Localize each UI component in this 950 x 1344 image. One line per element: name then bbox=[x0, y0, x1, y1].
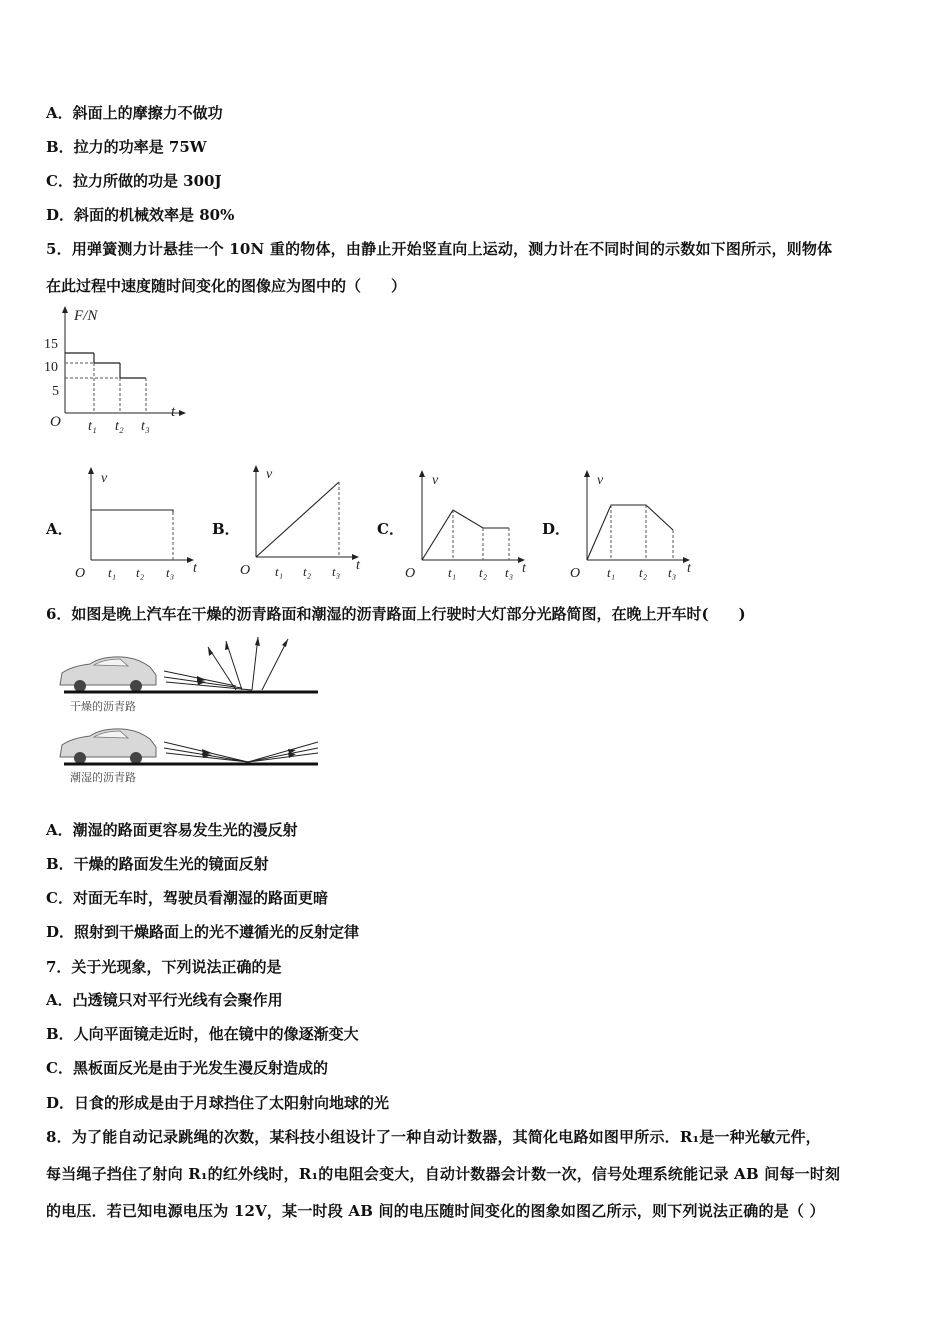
q7-option-d: D．日食的形成是由于月球挡住了太阳射向地球的光 bbox=[46, 1094, 390, 1112]
vc-x-label: t bbox=[522, 561, 526, 576]
velocity-graph-c bbox=[401, 462, 536, 584]
va-origin: O bbox=[75, 566, 86, 581]
q5-option-d-label: D． bbox=[542, 520, 571, 538]
vc-t2: t₂ bbox=[479, 565, 488, 580]
vb-origin: O bbox=[240, 563, 251, 578]
velocity-graph-d bbox=[566, 462, 701, 584]
force-t1: t₁ bbox=[88, 419, 97, 434]
wet-road-diagram bbox=[56, 715, 321, 790]
dry-road-diagram bbox=[56, 635, 321, 715]
force-t3: t₃ bbox=[141, 419, 150, 434]
q7-option-b: B．人向平面镜走近时，他在镜中的像逐渐变大 bbox=[46, 1025, 359, 1043]
q4-option-b: B．拉力的功率是 75W bbox=[46, 138, 207, 156]
q5-option-b-label: B． bbox=[212, 520, 240, 538]
q5-option-c-label: C． bbox=[377, 520, 404, 538]
force-tick-5: 5 bbox=[52, 384, 59, 399]
vd-y-label: v bbox=[597, 473, 604, 488]
force-steps bbox=[65, 353, 146, 413]
wet-light-rays bbox=[164, 742, 318, 762]
vd-x-label: t bbox=[687, 561, 691, 576]
vd-origin: O bbox=[570, 566, 581, 581]
q5-option-a-label: A． bbox=[46, 520, 73, 538]
vd-t3: t₃ bbox=[668, 565, 677, 580]
q6-option-d: D．照射到干燥路面上的光不遵循光的反射定律 bbox=[46, 923, 360, 941]
q6-option-a: A．潮湿的路面更容易发生光的漫反射 bbox=[46, 821, 298, 839]
q7-option-a: A．凸透镜只对平行光线有会聚作用 bbox=[46, 991, 283, 1009]
q4-option-d: D．斜面的机械效率是 80% bbox=[46, 206, 235, 224]
q8-stem-line1: 8．为了能自动记录跳绳的次数，某科技小组设计了一种自动计数器，其简化电路如图甲所示．R₁是一种光敏元件， bbox=[46, 1128, 821, 1146]
force-x-label: t bbox=[171, 404, 176, 420]
va-y-label: v bbox=[101, 471, 108, 486]
force-tick-10: 10 bbox=[44, 360, 58, 375]
car-icon bbox=[60, 657, 156, 692]
force-tick-15: 15 bbox=[44, 337, 58, 352]
car-icon-2 bbox=[60, 729, 156, 764]
vc-origin: O bbox=[405, 566, 416, 581]
q5-stem-line2: 在此过程中速度随时间变化的图像应为图中的（ ） bbox=[46, 277, 407, 295]
q4-option-c: C．拉力所做的功是 300J bbox=[46, 172, 222, 190]
force-t2: t₂ bbox=[115, 419, 124, 434]
va-x-label: t bbox=[193, 561, 197, 576]
q8-stem-line3: 的电压．若已知电源电压为 12V，某一时段 AB 间的电压随时间变化的图象如图乙所示，则下列说法正确的是（ ） bbox=[46, 1202, 825, 1220]
q7-option-c: C．黑板面反光是由于光发生漫反射造成的 bbox=[46, 1059, 328, 1077]
wet-road-caption: 潮湿的沥青路 bbox=[70, 771, 136, 784]
va-t2: t₂ bbox=[136, 565, 145, 580]
vd-t2: t₂ bbox=[639, 565, 648, 580]
q4-option-a: A．斜面上的摩擦力不做功 bbox=[46, 104, 223, 122]
q6-option-c: C．对面无车时，驾驶员看潮湿的路面更暗 bbox=[46, 889, 328, 907]
force-y-label: F/N bbox=[74, 308, 98, 324]
q6-stem: 6．如图是晚上汽车在干燥的沥青路面和潮湿的沥青路面上行驶时大灯部分光路简图，在晚上开车时( ) bbox=[46, 605, 746, 623]
va-t3: t₃ bbox=[166, 565, 175, 580]
vb-y-label: v bbox=[266, 467, 273, 482]
vb-t1: t₁ bbox=[275, 564, 284, 579]
vc-t1: t₁ bbox=[448, 565, 457, 580]
vc-t3: t₃ bbox=[505, 565, 514, 580]
vb-t3: t₃ bbox=[332, 564, 341, 579]
q6-option-b: B．干燥的路面发生光的镜面反射 bbox=[46, 855, 269, 873]
q7-stem: 7．关于光现象，下列说法正确的是 bbox=[46, 958, 282, 976]
vd-t1: t₁ bbox=[607, 565, 616, 580]
vc-y-label: v bbox=[432, 473, 439, 488]
q5-stem-line1: 5．用弹簧测力计悬挂一个 10N 重的物体，由静止开始竖直向上运动，测力计在不同时间的示数如下图所示，则物体 bbox=[46, 240, 833, 258]
force-time-graph bbox=[40, 300, 200, 440]
velocity-graph-a bbox=[70, 462, 205, 584]
velocity-graph-b bbox=[235, 462, 370, 584]
svg-text:F/N bbox=[73, 308, 98, 324]
va-t1: t₁ bbox=[108, 565, 117, 580]
q8-stem-line2: 每当绳子挡住了射向 R₁的红外线时，R₁的电阻会变大，自动计数器会计数一次，信号处理系统能记录 AB 间每一时刻 bbox=[46, 1165, 841, 1183]
vb-t2: t₂ bbox=[303, 564, 312, 579]
dry-road-caption: 干燥的沥青路 bbox=[70, 700, 136, 713]
vb-x-label: t bbox=[356, 558, 360, 573]
force-origin: O bbox=[50, 414, 61, 430]
